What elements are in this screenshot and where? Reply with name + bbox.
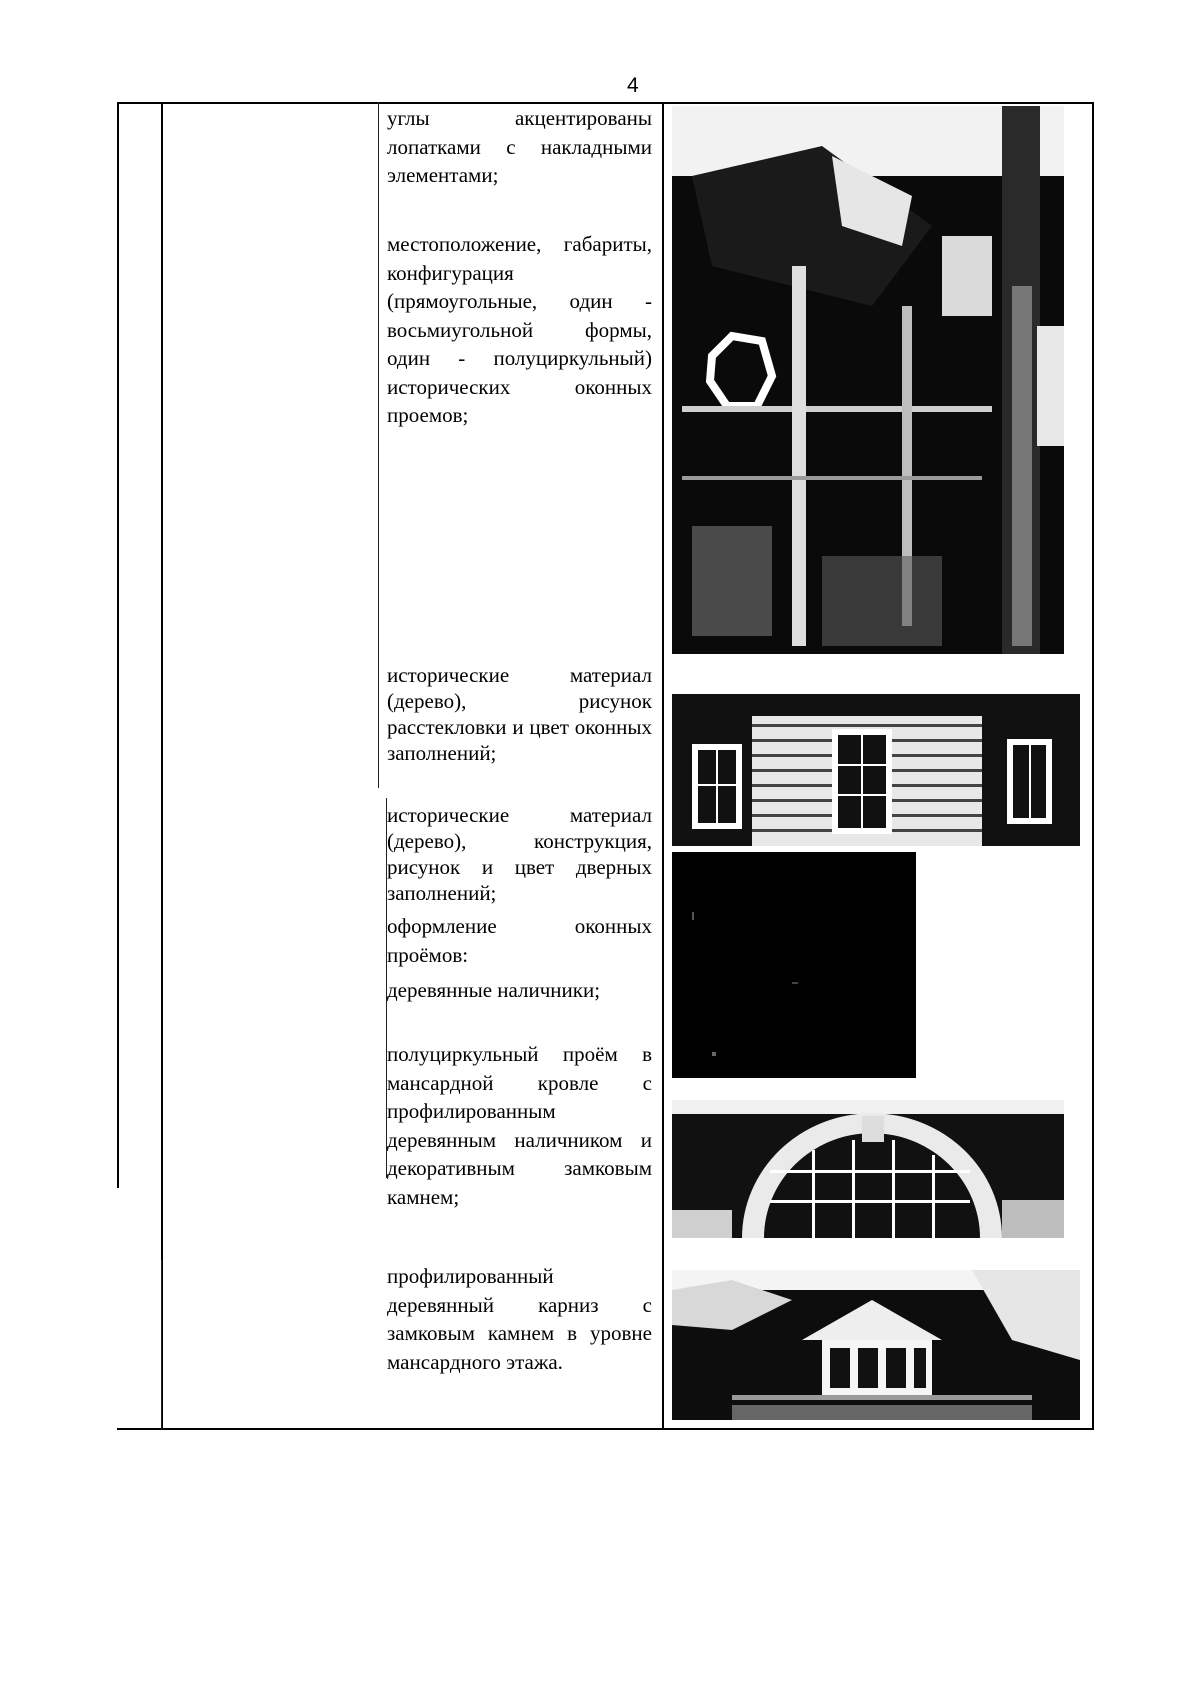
photo-corner-facade — [672, 106, 1064, 654]
feature-text-semicircular-opening: полуциркульный проём в мансардной кровле с профилированным деревянным наличником и декоративным замковым камнем; — [387, 1042, 652, 1209]
feature-text-wooden-trims: деревянные наличники; — [387, 978, 601, 1002]
feature-text-window-openings: местоположение, габариты, конфигурация (прямоугольные, один - восьмиугольной формы, один - полуциркульный) исторических оконных проемов; — [387, 232, 652, 427]
table-left-border-lower — [161, 1260, 162, 1430]
photo-cornice — [672, 1270, 1080, 1420]
page-number: 4 — [627, 74, 639, 97]
table-bottom-border — [117, 1428, 1093, 1430]
table-col3-border — [662, 102, 664, 1430]
table-col1-border — [161, 102, 163, 1430]
photo-windows — [672, 694, 1080, 846]
feature-text-window-decoration: оформление оконных проёмов: — [387, 914, 652, 967]
table-col2-border — [378, 102, 379, 788]
feature-text-cornice: профилированный деревянный карниз с замковым камнем в уровне мансардного этажа. — [387, 1264, 652, 1374]
feature-text-window-fill: исторические материал (дерево), рисунок расстекловки и цвет оконных заполнений; — [387, 663, 652, 765]
feature-text-corners: углы акцентированы лопатками с накладными элементами; — [387, 106, 652, 187]
photo-door-dark — [672, 852, 916, 1078]
table-right-border — [1092, 102, 1094, 1430]
photo-semicircular-window — [672, 1100, 1064, 1238]
table-left-border — [117, 102, 119, 1188]
feature-text-door-fill: исторические материал (дерево), конструкция, рисунок и цвет дверных заполнений; — [387, 803, 652, 905]
